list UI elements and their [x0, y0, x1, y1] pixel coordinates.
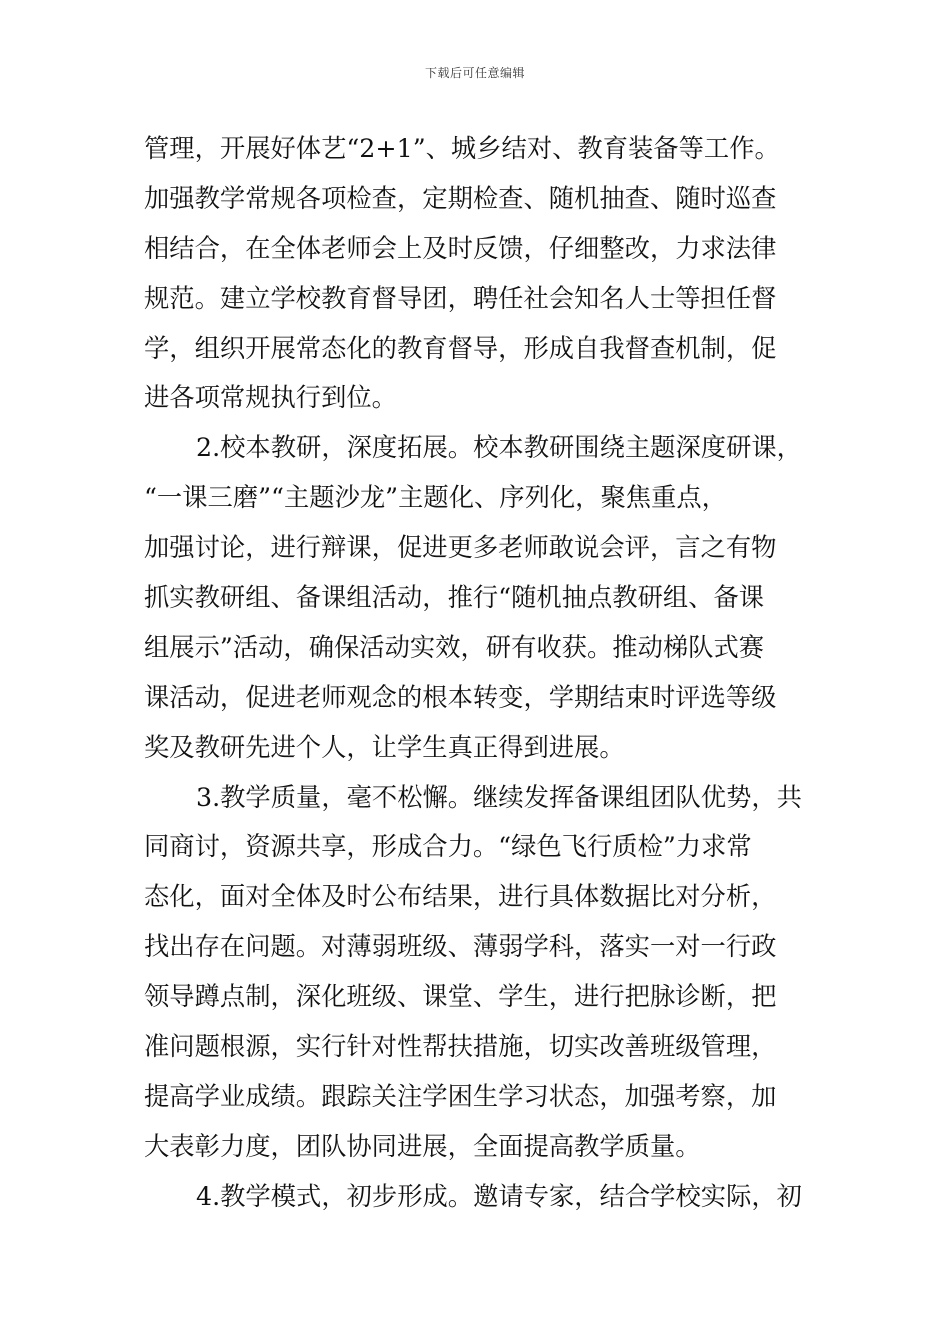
text-line: 学，组织开展常态化的教育督导，形成自我督查机制，促	[144, 333, 777, 363]
paragraph	[144, 773, 808, 1172]
text-line: 抓实教研组、备课组活动，推行“随机抽点教研组、备课	[144, 583, 765, 613]
text-line: 4.教学模式，初步形成。邀请专家，结合学校实际，初	[196, 1181, 802, 1211]
text-line: 提高学业成绩。跟踪关注学困生学习状态，加强考察，加	[144, 1081, 777, 1111]
text-line: 大表彰力度，团队协同进展，全面提高教学质量。	[144, 1131, 701, 1161]
text-line: 进各项常规执行到位。	[144, 383, 397, 413]
text-line: 同商讨，资源共享，形成合力。“绿色飞行质检”力求常	[144, 832, 752, 862]
text-line: 组展示”活动，确保活动实效，研有收获。推动梯队式赛	[144, 632, 765, 662]
page-header: 下载后可任意编辑	[424, 66, 525, 80]
text-line: 规范。建立学校教育督导团，聘任社会知名人士等担任督	[144, 283, 777, 313]
text-line: 态化，面对全体及时公布结果，进行具体数据比对分析，	[144, 882, 777, 912]
paragraph	[144, 423, 808, 772]
text-line: 领导蹲点制，深化班级、课堂、学生，进行把脉诊断，把	[144, 982, 777, 1012]
text-line: 管理，开展好体艺“2+1”、城乡结对、教育装备等工作。	[144, 134, 780, 163]
text-line: “一课三磨”“主题沙龙”主题化、序列化，聚焦重点，	[144, 483, 727, 513]
text-line: 准问题根源，实行针对性帮扶措施，切实改善班级管理，	[144, 1032, 777, 1062]
text-line: 加强教学常规各项检查，定期检查、随机抽查、随时巡查	[144, 183, 777, 213]
paragraph	[144, 1172, 808, 1222]
text-line: 相结合，在全体老师会上及时反馈，仔细整改，力求法律	[144, 233, 777, 263]
text-line: 2.校本教研，深度拓展。校本教研围绕主题深度研课，	[196, 433, 802, 463]
paragraph	[144, 124, 808, 423]
text-line: 加强讨论，进行辩课，促进更多老师敢说会评，言之有物	[144, 533, 777, 563]
text-line: 找出存在问题。对薄弱班级、薄弱学科，落实一对一行政	[144, 932, 777, 962]
text-line: 奖及教研先进个人，让学生真正得到进展。	[144, 732, 625, 762]
document-body	[144, 124, 808, 1222]
text-line: 3.教学质量，毫不松懈。继续发挥备课组团队优势，共	[196, 782, 802, 812]
text-line: 课活动，促进老师观念的根本转变，学期结束时评选等级	[144, 682, 777, 712]
